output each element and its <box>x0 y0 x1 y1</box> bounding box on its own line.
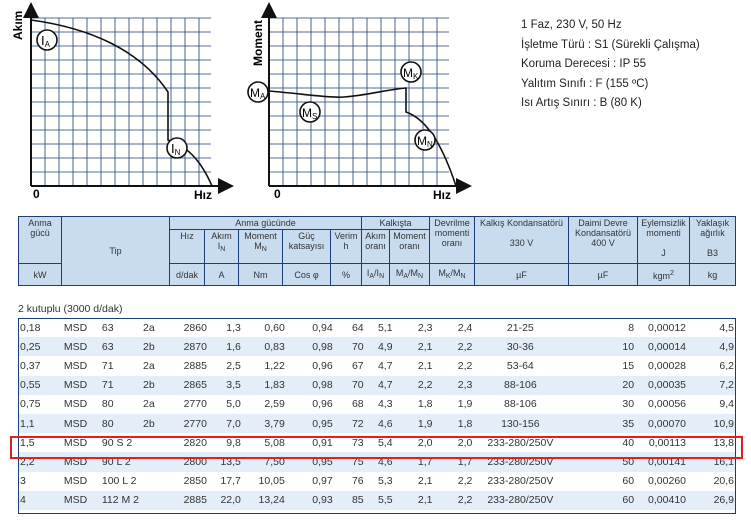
cell-j: 0,00410 <box>648 494 687 507</box>
cell-hiz: 2770 <box>183 398 207 411</box>
cell-kalkis: 88-106 <box>503 398 537 411</box>
cell-devr: 1,8 <box>457 417 473 430</box>
cell-kw: 0,55 <box>20 379 41 392</box>
cell-mom-or: 2,1 <box>417 494 433 507</box>
hdr-hiz: Hız <box>170 230 205 264</box>
cell-kw: 0,25 <box>20 340 41 353</box>
hdr-j: J <box>661 248 666 258</box>
cell-mom-or: 2,1 <box>417 359 433 372</box>
hdr-kalkis-kond: Kalkış Kondansatörü 330 V <box>475 217 569 264</box>
cell-akim-or: 4,3 <box>377 398 393 411</box>
cell-akim: 1,3 <box>226 321 241 334</box>
table-row <box>18 452 736 471</box>
cell-hiz: 2820 <box>183 436 207 449</box>
cell-mom-or: 2,1 <box>417 340 433 353</box>
cell-akim-or: 5,3 <box>377 475 393 488</box>
cell-moment: 0,60 <box>264 321 285 334</box>
hdr-daimi-volt: 400 V <box>591 238 615 248</box>
cell-verim: 70 <box>351 379 364 392</box>
cell-kw: 3 <box>20 475 26 488</box>
cell-tip2: 90 L 2 <box>101 455 131 468</box>
current-graph-grid <box>31 18 211 186</box>
cell-kw: 0,18 <box>20 321 41 334</box>
cell-kalkis: 233-280/250V <box>487 455 554 468</box>
label-ia-badge <box>37 30 57 50</box>
cell-mom-or: 1,9 <box>417 417 433 430</box>
cell-akim-or: 5,1 <box>377 321 393 334</box>
cell-tip1: MSD <box>63 494 88 507</box>
cell-kalkis: 30-36 <box>506 340 534 353</box>
spec-protection: Koruma Derecesi : IP 55 <box>521 58 647 70</box>
cell-akim-or: 4,7 <box>377 359 393 372</box>
cell-akim: 3,5 <box>226 379 241 392</box>
hdr-tip: Tip <box>62 217 170 286</box>
hdr-moment-orani: Moment oranı <box>390 230 430 264</box>
cell-tip1: MSD <box>63 379 88 392</box>
label-in-badge <box>167 138 187 158</box>
cell-devr: 2,3 <box>457 379 473 392</box>
cell-tip2: 100 L 2 <box>101 475 137 488</box>
cell-tip3: 2b <box>143 379 155 392</box>
cell-tip3: 2a <box>143 398 155 411</box>
cell-kalkis: 21-25 <box>506 321 534 334</box>
unit-kg: kg <box>690 264 736 286</box>
cell-mom-or: 1,7 <box>417 455 433 468</box>
cell-tip3: 2a <box>143 359 155 372</box>
cell-tip1: MSD <box>63 475 88 488</box>
hdr-b3: B3 <box>706 248 718 258</box>
moment-origin: 0 <box>274 187 281 201</box>
cell-devr: 2,2 <box>457 494 473 507</box>
cell-akim-or: 5,4 <box>377 436 393 449</box>
hdr-anma-gucunde: Anma gücünde <box>170 217 362 230</box>
cell-tip3 <box>141 433 171 452</box>
cell-akim-or: 4,7 <box>377 379 393 392</box>
cell-hiz: 2870 <box>183 340 207 353</box>
cell-daimi: 35 <box>622 417 635 430</box>
cell-mom-or: 2,1 <box>417 475 433 488</box>
cell-tip2: 63 <box>101 321 114 334</box>
cell-devr: 2,2 <box>457 340 473 353</box>
cell-akim: 9,8 <box>226 436 241 449</box>
hdr-moment: Moment $M_N$ <box>239 230 283 264</box>
table-row <box>18 433 736 452</box>
cell-kw: 1,1 <box>20 417 35 430</box>
spec-insulation: Yalıtım Sınıfı : F (155 ºC) <box>521 77 649 90</box>
svg-text:MK: MK <box>403 66 419 81</box>
label-ma-badge <box>248 82 268 102</box>
cell-kg: 7,2 <box>719 379 734 392</box>
cell-akim-or: 5,5 <box>377 494 393 507</box>
cell-cos: 0,91 <box>312 436 333 449</box>
cell-hiz: 2865 <box>183 379 207 392</box>
cell-tip2: 71 <box>101 359 114 372</box>
current-y-label: Akım <box>11 10 25 40</box>
table-row <box>18 356 736 375</box>
cell-daimi: 40 <box>622 436 635 449</box>
cell-cos: 0,98 <box>312 379 333 392</box>
cell-akim: 13,5 <box>220 455 241 468</box>
cell-hiz: 2885 <box>183 494 207 507</box>
unit-ma-mn: $M_A/M_N$ <box>390 264 430 286</box>
cell-verim: 85 <box>351 494 364 507</box>
cell-kw: 4 <box>20 494 26 507</box>
moment-speed-graph <box>244 0 480 205</box>
cell-tip1: MSD <box>63 436 88 449</box>
label-ms-badge <box>300 102 320 122</box>
cell-akim: 22,0 <box>220 494 241 507</box>
cell-j: 0,00141 <box>648 455 687 468</box>
motor-specs <box>521 16 700 114</box>
cell-kg: 4,9 <box>719 340 734 353</box>
unit-mk-mn: $M_K/M_N$ <box>430 264 475 286</box>
cell-moment: 1,22 <box>264 359 285 372</box>
cell-cos: 0,95 <box>312 455 333 468</box>
cell-kalkis: 233-280/250V <box>487 475 554 488</box>
cell-cos: 0,97 <box>312 475 333 488</box>
cell-moment: 13,24 <box>258 494 285 507</box>
cell-kalkis: 53-64 <box>506 359 534 372</box>
cell-tip1: MSD <box>63 417 88 430</box>
hdr-kalkis-volt: 330 V <box>509 238 534 248</box>
cell-moment: 7,50 <box>264 455 285 468</box>
cell-verim: 70 <box>351 340 364 353</box>
svg-text:IA: IA <box>41 33 50 49</box>
cell-verim: 64 <box>351 321 364 334</box>
cell-daimi: 30 <box>622 398 635 411</box>
cell-hiz: 2885 <box>183 359 207 372</box>
unit-a: A <box>205 264 239 286</box>
cell-kg: 13,8 <box>713 436 734 449</box>
cell-tip3: 2a <box>143 321 155 334</box>
spec-table-header <box>18 216 736 286</box>
cell-kg: 26,9 <box>713 494 734 507</box>
cell-tip1: MSD <box>63 359 88 372</box>
unit-uf-kalkis: µF <box>475 264 569 286</box>
cell-tip2: 80 <box>101 417 114 430</box>
hdr-eylemsizlik: Eylemsizlik momenti J <box>638 217 690 264</box>
cell-kw: 2,2 <box>20 455 35 468</box>
cell-cos: 0,95 <box>312 417 333 430</box>
spec-supply: 1 Faz, 230 V, 50 Hz <box>521 19 622 31</box>
cell-mom-or: 2,3 <box>417 321 433 334</box>
cell-kw: 1,5 <box>20 436 35 449</box>
cell-moment: 2,59 <box>264 398 285 411</box>
cell-kg: 16,1 <box>713 455 734 468</box>
cell-moment: 5,08 <box>264 436 285 449</box>
cell-kw: 0,75 <box>20 398 41 411</box>
table-row <box>18 491 736 510</box>
cell-akim: 1,6 <box>226 340 241 353</box>
unit-ddak: d/dak <box>170 264 205 286</box>
hdr-verim: Verim h <box>331 230 362 264</box>
cell-kg: 6,2 <box>719 359 734 372</box>
cell-hiz: 2770 <box>183 417 207 430</box>
cell-tip3 <box>141 491 171 510</box>
cell-kalkis: 233-280/250V <box>487 436 554 449</box>
cell-hiz: 2800 <box>183 455 207 468</box>
cell-verim: 68 <box>351 398 364 411</box>
cell-daimi: 50 <box>622 455 635 468</box>
cell-j: 0,00028 <box>648 359 687 372</box>
cell-moment: 1,83 <box>264 379 285 392</box>
cell-daimi: 60 <box>622 494 635 507</box>
cell-tip3 <box>141 472 171 491</box>
table-row <box>18 376 736 395</box>
cell-daimi: 20 <box>622 379 635 392</box>
cell-kalkis: 88-106 <box>503 379 537 392</box>
cell-hiz: 2850 <box>183 475 207 488</box>
hdr-akim-orani: Akım oranı <box>362 230 390 264</box>
cell-akim: 7,0 <box>226 417 241 430</box>
cell-daimi: 8 <box>628 321 635 334</box>
spec-table-body <box>18 318 736 510</box>
svg-text:MS: MS <box>302 106 318 121</box>
cell-akim-or: 4,6 <box>377 417 393 430</box>
cell-j: 0,00014 <box>648 340 687 353</box>
unit-uf-daimi: µF <box>569 264 638 286</box>
cell-akim: 5,0 <box>226 398 241 411</box>
cell-tip2: 80 <box>101 398 114 411</box>
hdr-daimi-kond: Daimi Devre Kondansatörü 400 V <box>569 217 638 264</box>
cell-tip2: 112 M 2 <box>101 494 140 507</box>
cell-moment: 0,83 <box>264 340 285 353</box>
table-row <box>18 337 736 356</box>
cell-daimi: 10 <box>622 340 635 353</box>
hdr-akim: Akım $I_N$ <box>205 230 239 264</box>
table-row <box>18 414 736 433</box>
moment-x-label: Hız <box>433 188 451 202</box>
unit-pct: % <box>331 264 362 286</box>
cell-cos: 0,98 <box>312 340 333 353</box>
cell-tip3: 2b <box>143 417 155 430</box>
cell-kw: 0,37 <box>20 359 41 372</box>
cell-devr: 2,4 <box>457 321 473 334</box>
cell-cos: 0,94 <box>312 321 333 334</box>
label-mk-badge <box>401 62 421 82</box>
cell-verim: 75 <box>351 455 364 468</box>
svg-text:MN: MN <box>417 134 433 149</box>
unit-kw: kW <box>19 264 62 286</box>
cell-devr: 2,0 <box>457 436 473 449</box>
cell-kalkis: 233-280/250V <box>487 494 554 507</box>
cell-tip1: MSD <box>63 340 88 353</box>
cell-j: 0,00035 <box>648 379 687 392</box>
cell-tip2: 71 <box>101 379 114 392</box>
cell-tip3: 2b <box>143 340 155 353</box>
svg-text:IN: IN <box>171 141 181 157</box>
section-title: 2 kutuplu (3000 d/dak) <box>18 303 123 315</box>
cell-tip1: MSD <box>63 321 88 334</box>
cell-moment: 10,05 <box>258 475 285 488</box>
hdr-kalkista: Kalkışta <box>362 217 430 230</box>
unit-nm: Nm <box>239 264 283 286</box>
cell-devr: 2,2 <box>457 359 473 372</box>
table-row <box>18 395 736 414</box>
cell-mom-or: 1,8 <box>417 398 433 411</box>
cell-kg: 20,6 <box>713 475 734 488</box>
moment-y-label: Moment <box>251 20 265 66</box>
cell-kalkis: 130-156 <box>501 417 540 430</box>
cell-mom-or: 2,0 <box>417 436 433 449</box>
cell-daimi: 15 <box>622 359 635 372</box>
current-speed-graph <box>0 0 240 205</box>
unit-kgm2: kgm$^2$ <box>638 264 690 286</box>
cell-mom-or: 2,2 <box>417 379 433 392</box>
cell-tip1: MSD <box>63 398 88 411</box>
cell-j: 0,00056 <box>648 398 687 411</box>
cell-j: 0,00113 <box>648 436 687 449</box>
cell-akim-or: 4,6 <box>377 455 393 468</box>
cell-tip2: 63 <box>101 340 114 353</box>
cell-verim: 67 <box>351 359 364 372</box>
label-mn-badge <box>415 130 435 150</box>
current-x-label: Hız <box>194 188 212 202</box>
cell-verim: 76 <box>351 475 364 488</box>
cell-moment: 3,79 <box>264 417 285 430</box>
hdr-anma-gucu: Anma gücü <box>19 217 62 264</box>
table-row <box>18 472 736 491</box>
hdr-yaklasik: Yaklaşık ağırlık B3 <box>690 217 736 264</box>
cell-devr: 2,2 <box>457 475 473 488</box>
cell-verim: 73 <box>351 436 364 449</box>
cell-j: 0,00070 <box>648 417 687 430</box>
cell-j: 0,00012 <box>648 321 687 334</box>
cell-daimi: 60 <box>622 475 635 488</box>
cell-akim: 17,7 <box>220 475 241 488</box>
cell-cos: 0,96 <box>312 398 333 411</box>
svg-text:MA: MA <box>250 86 266 101</box>
cell-devr: 1,9 <box>457 398 473 411</box>
cell-tip1: MSD <box>63 455 88 468</box>
cell-tip3 <box>141 452 171 471</box>
hdr-devrilme: Devrilme momenti oranı <box>430 217 475 264</box>
table-row <box>18 318 736 337</box>
current-origin: 0 <box>33 187 40 201</box>
cell-j: 0,00260 <box>648 475 687 488</box>
spec-duty-type: İşletme Türü : S1 (Sürekli Çalışma) <box>521 38 700 51</box>
moment-graph-grid <box>269 18 449 186</box>
cell-cos: 0,96 <box>312 359 333 372</box>
cell-kg: 9,4 <box>719 398 734 411</box>
cell-verim: 72 <box>351 417 364 430</box>
cell-kg: 10,9 <box>713 417 734 430</box>
cell-akim-or: 4,9 <box>377 340 393 353</box>
hdr-guc-katsayisi: Güç katsayısı <box>283 230 331 264</box>
cell-kg: 4,5 <box>719 321 734 334</box>
cell-tip2: 90 S 2 <box>101 436 133 449</box>
cell-cos: 0,93 <box>312 494 333 507</box>
unit-ia-in: $I_A/I_N$ <box>362 264 390 286</box>
unit-cos: Cos φ <box>283 264 331 286</box>
cell-devr: 1,7 <box>457 455 473 468</box>
cell-akim: 2,5 <box>226 359 241 372</box>
spec-temp-rise: Isı Artış Sınırı : B (80 K) <box>521 97 642 109</box>
cell-hiz: 2860 <box>183 321 207 334</box>
